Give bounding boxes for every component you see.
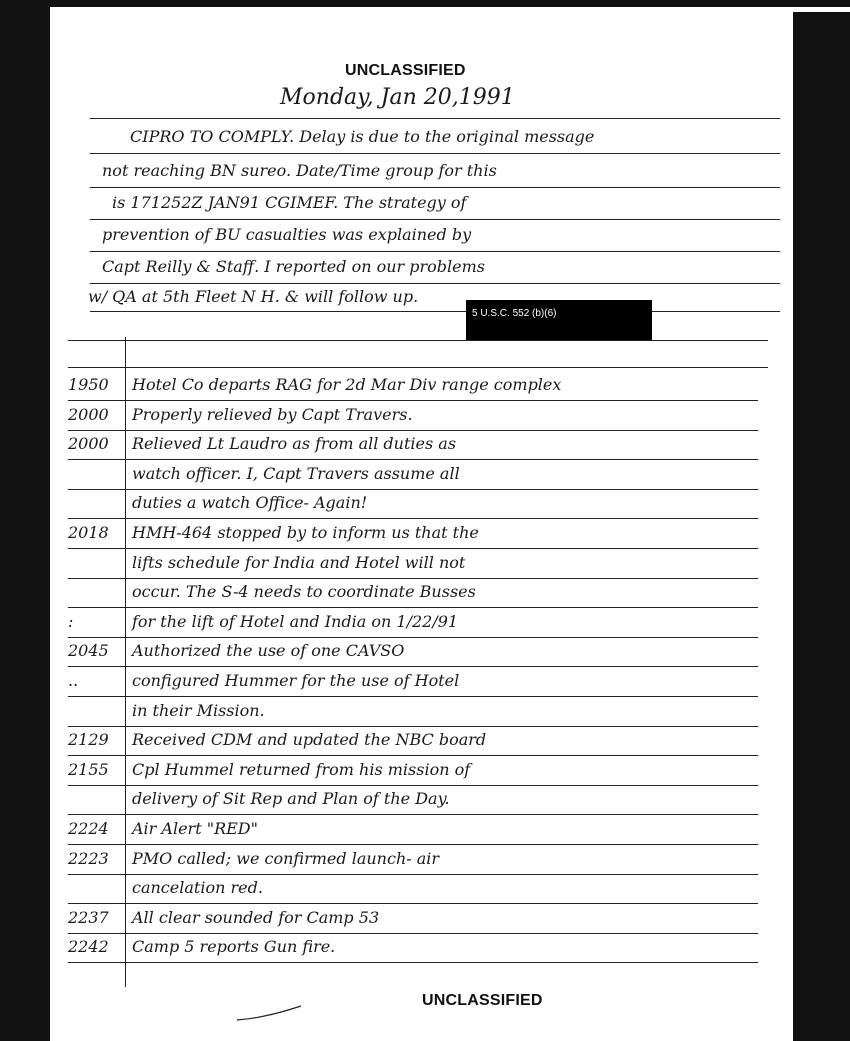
log-text: watch officer. I, Capt Travers assume all (132, 463, 460, 483)
log-time: 2018 (68, 523, 109, 542)
log-text: Received CDM and updated the NBC board (132, 730, 487, 750)
log-row (50, 935, 793, 963)
log-text: for the lift of Hotel and India on 1/22/91 (132, 611, 459, 631)
log-text: Hotel Co departs RAG for 2d Mar Div range complex (132, 375, 562, 394)
rule-line (68, 400, 758, 401)
rule-line (68, 459, 758, 460)
log-time: 2223 (68, 848, 109, 868)
rule-line (68, 962, 758, 963)
log-row (50, 551, 793, 579)
log-row (50, 699, 793, 727)
redaction-label: 5 U.S.C. 552 (b)(6) (472, 308, 557, 319)
log-row (50, 847, 793, 875)
log-row (50, 728, 793, 756)
log-time: 2242 (68, 937, 109, 957)
log-time: 1950 (68, 375, 109, 394)
paragraph-line-4: prevention of BU casualties was explained by (102, 225, 472, 244)
rule-line (90, 311, 780, 312)
log-text: configured Hummer for the use of Hotel (132, 671, 460, 690)
log-text: Cpl Hummel returned from his mission of (132, 759, 471, 779)
log-text: lifts schedule for India and Hotel will not (132, 552, 466, 572)
log-text: cancelation red. (132, 878, 263, 898)
signature-mark (235, 1004, 305, 1024)
rule-line (68, 637, 758, 638)
rule-line (68, 578, 758, 579)
log-text: duties a watch Office- Again! (132, 493, 368, 513)
rule-line (90, 283, 780, 284)
log-text: Authorized the use of one CAVSO (132, 641, 405, 661)
rule-line (90, 153, 780, 154)
log-row (50, 462, 793, 490)
paragraph-line-2: not reaching BN sureo. Date/Time group for this (102, 161, 497, 180)
rule-line (68, 607, 758, 608)
rule-line (68, 933, 758, 934)
log-row (50, 787, 793, 815)
log-row (50, 758, 793, 786)
rule-line (68, 666, 758, 667)
scan-border-right (793, 12, 850, 1041)
rule-line (90, 187, 780, 188)
log-row (50, 906, 793, 934)
log-time: : (68, 611, 74, 631)
rule-line (68, 814, 758, 815)
rule-line (68, 696, 758, 697)
rule-line (68, 844, 758, 845)
scan-border-top (0, 0, 850, 7)
rule-line (68, 755, 758, 756)
rule-line (90, 219, 780, 220)
log-row (50, 639, 793, 667)
rule-line (90, 251, 780, 252)
log-text: Air Alert "RED" (132, 819, 258, 838)
log-row (50, 876, 793, 904)
classification-header: UNCLASSIFIED (345, 62, 466, 79)
log-row (50, 491, 793, 519)
log-time: .. (68, 671, 79, 690)
paragraph-line-5: Capt Reilly & Staff. I reported on our problems (102, 257, 485, 276)
redaction-block (466, 300, 652, 340)
paragraph-line-1: CIPRO TO COMPLY. Delay is due to the original message (130, 127, 595, 146)
log-row (50, 610, 793, 638)
log-text: occur. The S-4 needs to coordinate Busses (132, 582, 476, 602)
log-row (50, 373, 793, 401)
log-text: Relieved Lt Laudro as from all duties as (132, 434, 457, 454)
rule-line (68, 726, 758, 727)
log-time: 2000 (68, 434, 109, 454)
log-text: in their Mission. (132, 700, 265, 720)
rule-line (68, 489, 758, 490)
rule-line (68, 874, 758, 875)
log-text: All clear sounded for Camp 53 (132, 907, 380, 927)
log-page (50, 7, 793, 1037)
log-row (50, 817, 793, 845)
log-time: 2155 (68, 759, 109, 779)
log-row (50, 669, 793, 697)
rule-line (68, 548, 758, 549)
log-date: Monday, Jan 20,1991 (280, 85, 515, 110)
rule-line (68, 518, 758, 519)
log-row (50, 432, 793, 460)
paragraph-line-3: is 171252Z JAN91 CGIMEF. The strategy of (112, 193, 467, 212)
log-time: 2224 (68, 819, 109, 838)
log-row (50, 521, 793, 549)
log-time: 2000 (68, 404, 109, 424)
log-text: HMH-464 stopped by to inform us that the (132, 523, 479, 542)
scan-border-left (0, 0, 50, 1041)
log-text: delivery of Sit Rep and Plan of the Day. (132, 789, 450, 809)
log-time: 2129 (68, 730, 109, 750)
rule-line (68, 785, 758, 786)
log-row (50, 580, 793, 608)
log-row (50, 403, 793, 431)
log-time: 2237 (68, 907, 109, 927)
rule-line (68, 367, 768, 368)
rule-line (68, 430, 758, 431)
log-time: 2045 (68, 641, 109, 661)
rule-line (90, 118, 780, 119)
rule-line (68, 340, 768, 341)
log-text: PMO called; we confirmed launch- air (132, 848, 440, 868)
classification-footer: UNCLASSIFIED (422, 992, 543, 1009)
log-text: Properly relieved by Capt Travers. (132, 404, 413, 424)
log-text: Camp 5 reports Gun fire. (132, 937, 336, 957)
rule-line (68, 903, 758, 904)
paragraph-line-6: w/ QA at 5th Fleet N H. & will follow up. (88, 287, 419, 306)
